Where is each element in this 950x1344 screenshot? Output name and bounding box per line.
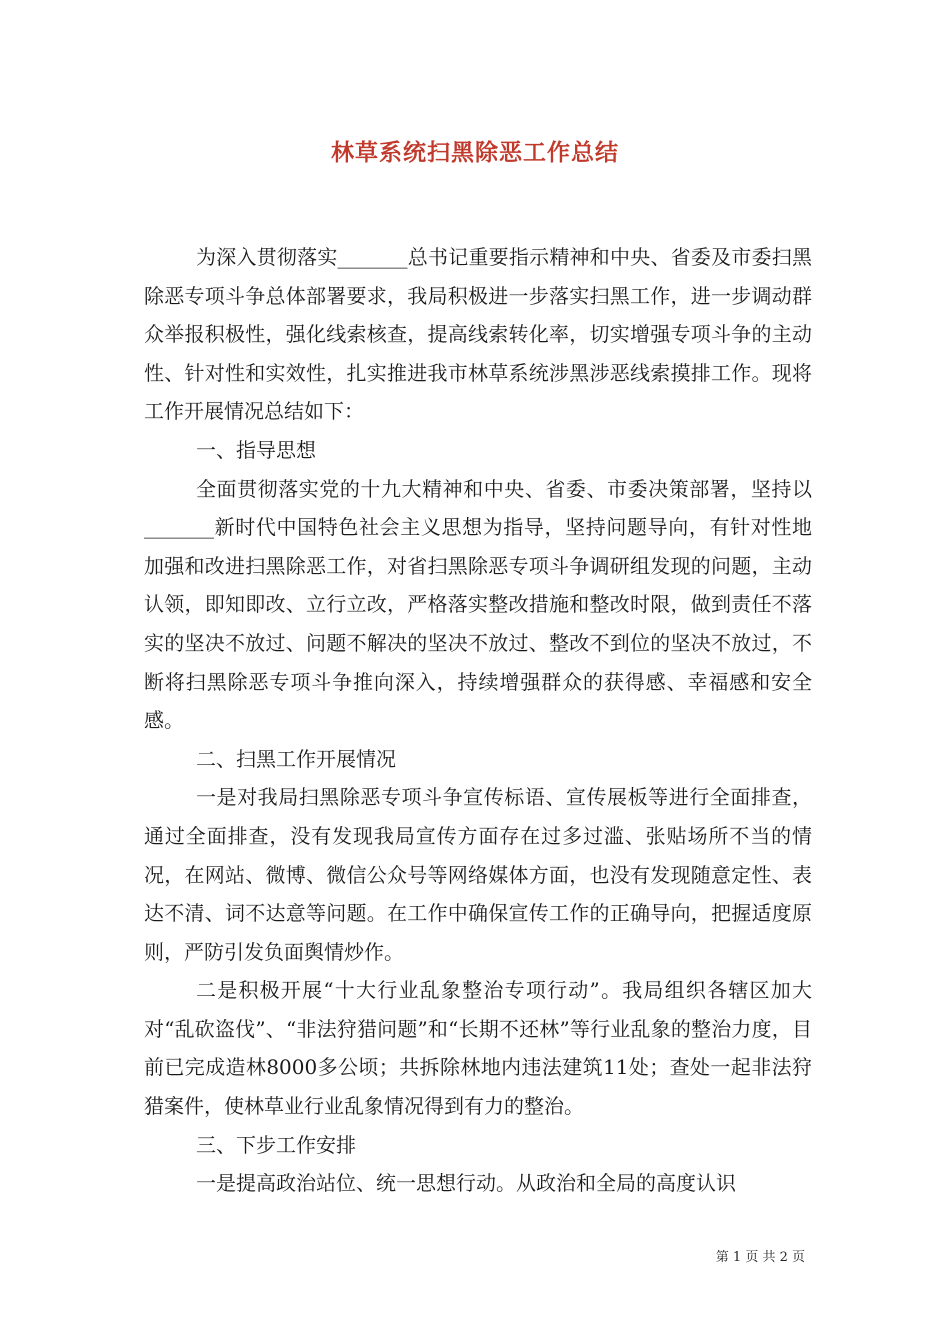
document-title: 林草系统扫黑除恶工作总结 bbox=[331, 140, 619, 166]
work-progress-paragraph-2: 二是积极开展“十大行业乱象整治专项行动”。我局组织各辖区加大对“乱砍盗伐”、“非法狩猎问题”和“长期不还林”等行业乱象的整治力度，目前已完成造林8000多公顷；共拆除林地内违法建筑11处；查处一起非法狩猎案件，使林草业行业乱象情况得到有力的整治。 bbox=[144, 978, 812, 1119]
work-progress-paragraph-1: 一是对我局扫黑除恶专项斗争宣传标语、宣传展板等进行全面排查，通过全面排查，没有发现我局宣传方面存在过多过滥、张贴场所不当的情况，在网站、微博、微信公众号等网络媒体方面，也没有发现随意定性、表达不清、词不达意等问题。在工作中确保宣传工作的正确导向，把握适度原则，严防引发负面舆情炒作。 bbox=[144, 785, 812, 964]
next-steps-paragraph-1: 一是提高政治站位、统一思想行动。从政治和全局的高度认识 bbox=[196, 1171, 736, 1196]
section-heading-next-steps: 三、下步工作安排 bbox=[196, 1132, 356, 1157]
page-number-footer: 第 1 页 共 2 页 bbox=[715, 1250, 805, 1265]
document-body bbox=[144, 238, 812, 1203]
section-heading-work-progress: 二、扫黑工作开展情况 bbox=[196, 746, 396, 771]
section-heading-guiding-ideology: 一、指导思想 bbox=[196, 437, 316, 462]
intro-paragraph: 为深入贯彻落实_______总书记重要指示精神和中央、省委及市委扫黑除恶专项斗争总体部署要求，我局积极进一步落实扫黑工作，进一步调动群众举报积极性，强化线索核查，提高线索转化率，切实增强专项斗争的主动性、针对性和实效性，扎实推进我市林草系统涉黑涉恶线索摸排工作。现将工作开展情况总结如下： bbox=[144, 245, 812, 424]
guiding-ideology-paragraph: 全面贯彻落实党的十九大精神和中央、省委、市委决策部署，坚持以_______新时代中国特色社会主义思想为指导，坚持问题导向，有针对性地加强和改进扫黑除恶工作，对省扫黑除恶专项斗争调研组发现的问题，主动认领，即知即改、立行立改，严格落实整改措施和整改时限，做到责任不落实的坚决不放过、问题不解决的坚决不放过、整改不到位的坚决不放过，不断将扫黑除恶专项斗争推向深入，持续增强群众的获得感、幸福感和安全感。 bbox=[144, 476, 812, 733]
